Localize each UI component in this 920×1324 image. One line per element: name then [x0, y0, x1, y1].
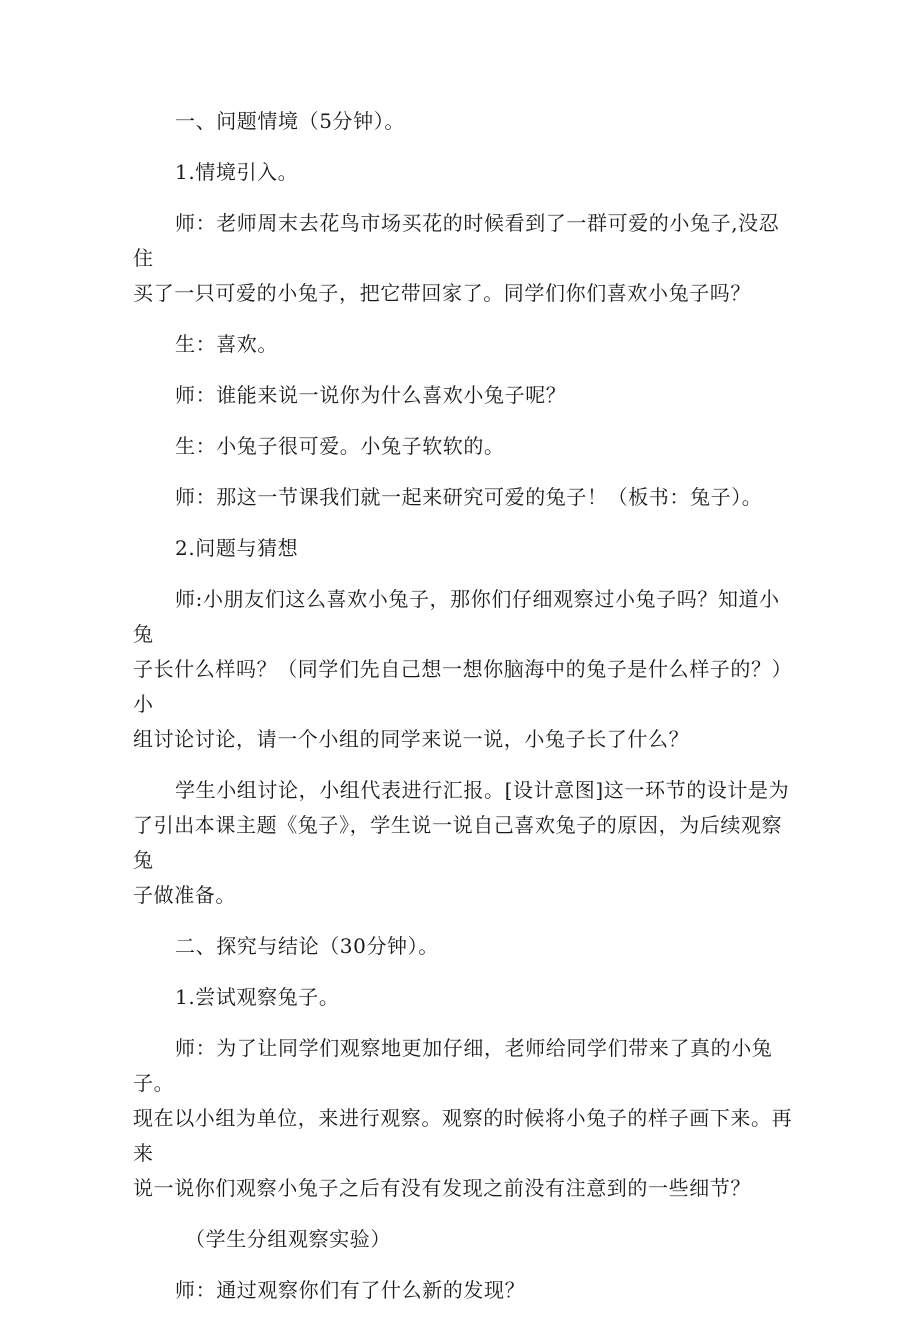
- subheading-situation-intro: 1.情境引入。: [175, 160, 299, 184]
- paragraph-group-experiment: （学生分组观察实验）: [185, 1227, 391, 1251]
- paragraph-teacher-observe-question: [133, 582, 793, 757]
- paragraph-teacher-new-findings: 师：通过观察你们有了什么新的发现？: [175, 1278, 526, 1302]
- paragraph-teacher-rabbit-story: [133, 206, 793, 311]
- text-line: 组讨论讨论，请一个小组的同学来说一说，小兔子长了什么？: [133, 727, 690, 751]
- paragraph-teacher-why: 师：谁能来说一说你为什么喜欢小兔子呢？: [175, 383, 567, 407]
- subheading-try-observe: 1.尝试观察兔子。: [175, 985, 340, 1009]
- section-heading-problem-situation: 一、问题情境（5分钟）。: [175, 109, 405, 133]
- section-heading-explore-conclusion: 二、探究与结论（30分钟）。: [175, 934, 439, 958]
- paragraph-design-intent: [133, 773, 793, 913]
- text-line: 子长什么样吗？（同学们先自己想一想你脑海中的兔子是什么样子的？）小: [133, 657, 793, 716]
- paragraph-student-cute: 生：小兔子很可爱。小兔子软软的。: [175, 434, 505, 458]
- text-line: 买了一只可爱的小兔子，把它带回家了。同学们你们喜欢小兔子吗？: [133, 281, 751, 305]
- text-line: 子做准备。: [133, 883, 236, 907]
- text-line: 师:小朋友们这么喜欢小兔子，那你们仔细观察过小兔子吗？知道小兔: [133, 587, 780, 646]
- text-line: 说一说你们观察小兔子之后有没有发现之前没有注意到的一些细节？: [133, 1176, 751, 1200]
- document-body: [133, 104, 793, 1324]
- text-line: 了引出本课主题《兔子》，学生说一说自己喜欢兔子的原因，为后续观察兔: [133, 813, 783, 872]
- text-line: 师：老师周末去花鸟市场买花的时候看到了一群可爱的小兔子,没忍住: [133, 211, 780, 270]
- paragraph-student-like: 生：喜欢。: [175, 332, 278, 356]
- text-line: 师：为了让同学们观察地更加仔细，老师给同学们带来了真的小兔子。: [133, 1036, 773, 1095]
- paragraph-teacher-real-rabbit: [133, 1031, 793, 1206]
- subheading-question-guess: 2.问题与猜想: [175, 536, 299, 560]
- text-line: 现在以小组为单位，来进行观察。观察的时候将小兔子的样子画下来。再来: [133, 1106, 793, 1165]
- text-line: 学生小组讨论，小组代表进行汇报。[设计意图]这一环节的设计是为: [175, 778, 790, 802]
- paragraph-teacher-topic: 师：那这一节课我们就一起来研究可爱的兔子！（板书：兔子）。: [175, 485, 763, 509]
